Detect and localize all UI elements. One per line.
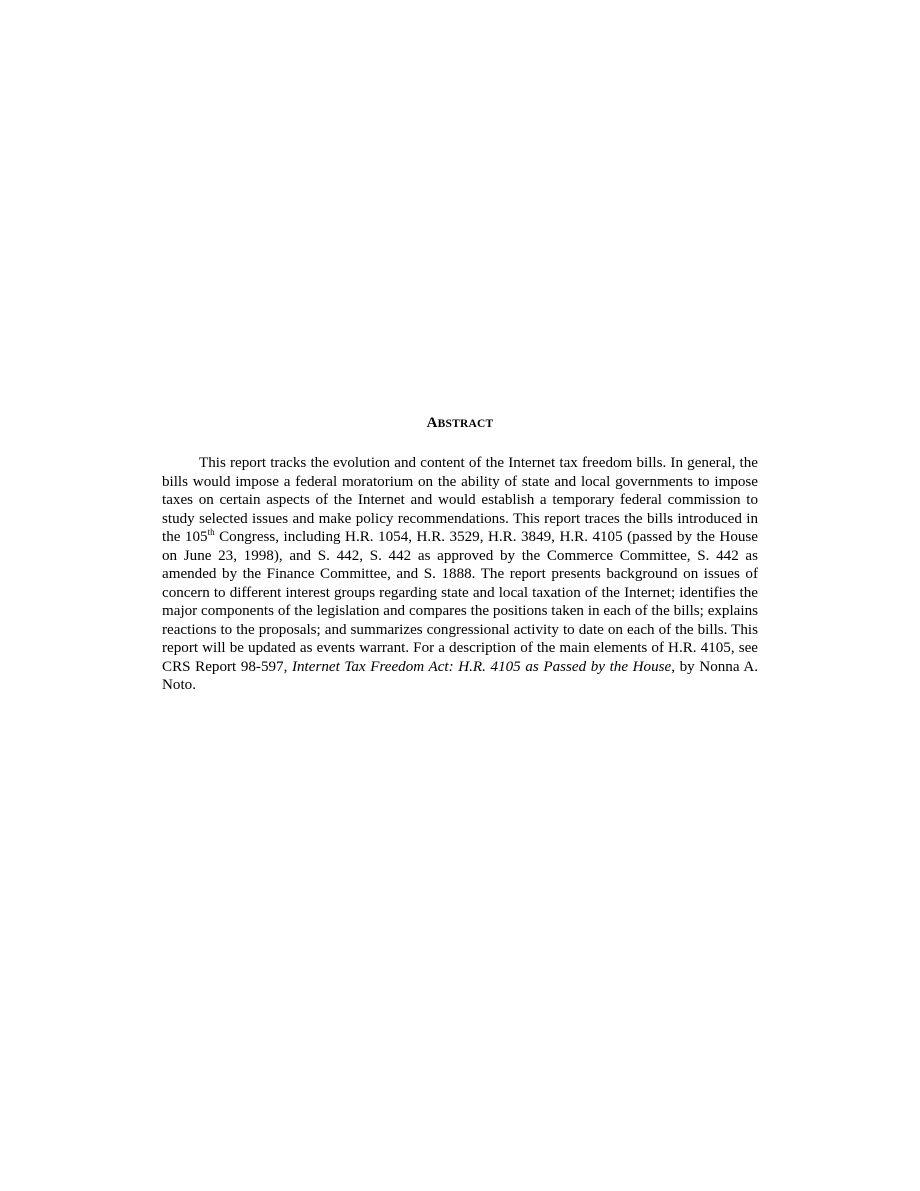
abstract-heading: [162, 413, 758, 434]
abstract-heading-initial: A: [426, 415, 438, 431]
report-title-italic: Internet Tax Freedom Act: H.R. 4105 as Passed by the House: [291, 658, 672, 675]
abstract-heading-rest: BSTRACT: [437, 418, 494, 430]
ordinal-superscript: th: [207, 527, 215, 537]
abstract-text-part-2: Congress, including H.R. 1054, H.R. 3529, H.R. 3849, H.R. 4105 (passed by the House on June 23, 1998), and S. 442, S. 442 as approved by the Commerce Committee, S. 442 as amended by the Finance Committee, and S. 1888. The report presents background on issues of concern to different interest groups regarding state and local taxation of the Internet; identifies the major components of the legislation and compares the positions taken in each of the bills; explains reactions to the proposals; and summarizes congressional activity to date on each of the bills. This report will be updated as events warrant. For a description of the main elements of H.R. 4105, see CRS Report 98-597,: [162, 529, 758, 675]
abstract-text-part-3: , by Nonna A. Noto.: [162, 658, 758, 693]
abstract-text-part-1: This report tracks the evolution and content of the Internet tax freedom bills. In general, the bills would impose a federal moratorium on the ability of state and local governments to impose taxes on certain aspects of the Internet and would establish a temporary federal commission to study selected issues and make policy recommendations. This report traces the bills introduced in the 105: [162, 455, 758, 545]
abstract-section: [162, 413, 758, 695]
abstract-paragraph: [162, 454, 758, 695]
